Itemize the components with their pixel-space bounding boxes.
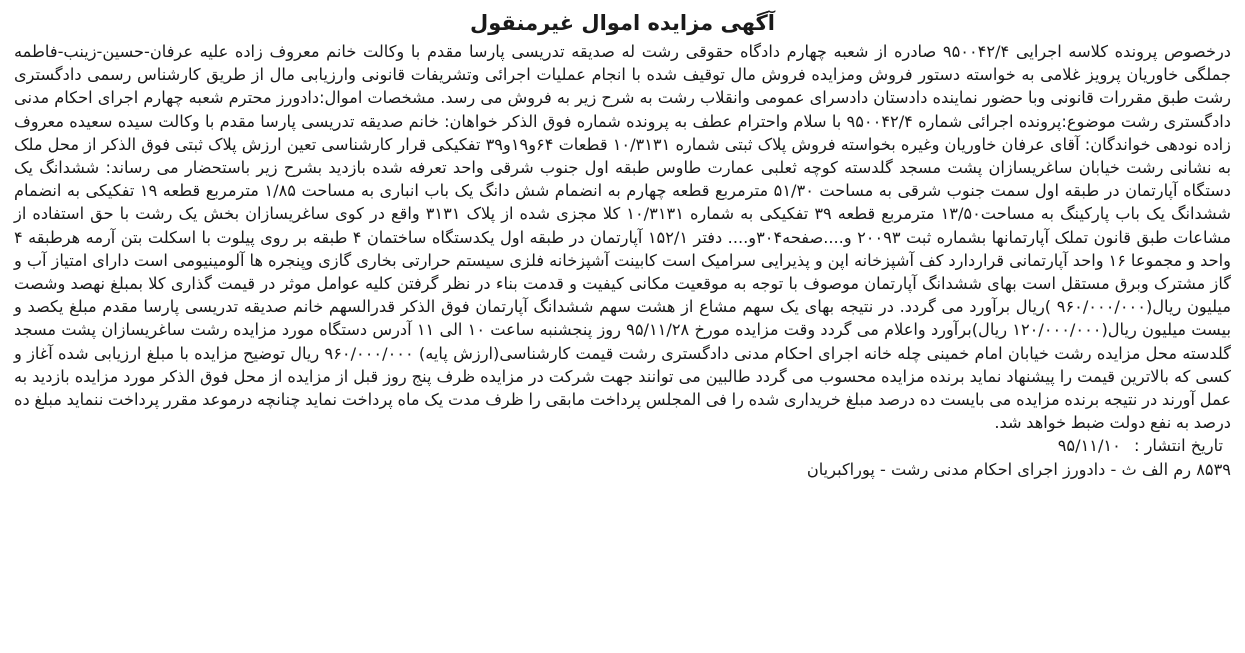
auction-notice	[14, 8, 1231, 648]
notice-title: آگهی مزایده اموال غیرمنقول	[470, 11, 775, 35]
publish-date-line	[14, 434, 1231, 457]
publish-date-label: تاریخ انتشار :	[1133, 436, 1223, 456]
notice-signature: ۸۵۳۹ رم الف ث - دادورز اجرای احکام مدنی رشت - پوراکبریان	[806, 459, 1231, 479]
notice-body: درخصوص پرونده کلاسه اجرایی ۹۵۰۰۴۲/۴ صادره از شعبه چهارم دادگاه حقوقی رشت له صدیقه تدریسی پارسا مقدم با وکالت خانم معروف زاده علیه عرفان-حسین-زینب-فاطمه جملگی خاوریان پرویز غلامی به خواسته دستور فروش ومزایده فروش مال توقیف شده با انجام عملیات اجرائی وتشریفات قانونی وارزیابی مال از طریق کارشناس رسمی دادگستری رشت طبق مقررات قانونی وبا حضور نماینده دادستان دادسرای عمومی وانقلاب رشت به شرح زیر به فروش می رسد. مشخصات اموال:دادورز محترم شعبه چهارم اجرای احکام مدنی دادگستری رشت موضوع:پرونده اجرائی شماره ۹۵۰۰۴۲/۴ با سلام واحترام عطف به پرونده شماره فوق الذکر خواهان: خانم صدیقه تدریسی پارسا مقدم با وکالت سیده سعیده معروف زاده نودهی خواندگان: آقای عرفان خاوریان وغیره بخواسته فروش پلاک ثبتی شماره ۱۰/۳۱۳۱ قطعات ۶۴و۱۹و۳۹ تفکیکی قرار کارشناسی تعین ارزش پلاک ثبتی فوق الذکر از محل ملک به نشانی رشت خیابان ساغریسازان پشت مسجد گلدسته کوچه ثعلبی عمارت طاوس طبقه اول جنوب شرقی واحد تعرفه شده بازدید بشرح زیر باستحضار می رساند: ششدانگ یک دستگاه آپارتمان در طبقه اول سمت جنوب شرقی به مساحت ۵۱/۳۰ مترمربع قطعه چهارم به انضمام شش دانگ یک باب انباری به مساحت ۱/۸۵ مترمربع قطعه ۱۹ تفکیکی به انضمام ششدانگ یک باب پارکینگ به مساحت۱۳/۵۰ مترمربع قطعه ۳۹ تفکیکی به شماره ۱۰/۳۱۳۱ کلا مجزی شده از پلاک ۳۱۳۱ واقع در کوی ساغریسازان بخش یک رشت با حق استفاده از مشاعات طبق قانون تملک آپارتمانها بشماره ثبت ۲۰۰۹۳ و....صفحه۳۰۴و.... دفتر ۱۵۲/۱ آپارتمان در طبقه اول یکدستگاه ساختمان ۴ طبقه بر روی پیلوت با اسکلت بتن آرمه هرطبقه ۴ واحد و مجموعا ۱۶ واحد آپارتمانی قراردارد کف آشپزخانه اپن و پذیرایی سرامیک است کابینت آشپزخانه فلزی سیستم حرارتی بخاری گازی وپنجره ها آلومینیومی است دارای امتیاز آب و گاز مشترک وبرق مستقل است بهای ششدانگ آپارتمان موصوف با توجه به موقعیت مکانی کیفیت و قدمت بناء در نظر گرفتن کلیه عوامل موثر در قیمت گذاری کلا بمبلغ نهصد وشصت میلیون ریال(۹۶۰/۰۰۰/۰۰۰ )ریال برآورد می گردد. در نتیجه بهای یک سهم مشاع از هشت سهم ششدانگ آپارتمان فوق الذکر قدرالسهم خانم صدیقه تدریسی پارسا مقدم مبلغ یکصد و بیست میلیون ریال(۱۲۰/۰۰۰/۰۰۰ ریال)برآورد واعلام می گردد وقت مزایده مورخ ۹۵/۱۱/۲۸ روز پنجشنبه ساعت ۱۰ الی ۱۱ آدرس دستگاه مورد مزایده رشت ساغریسازان پشت مسجد گلدسته محل مزایده رشت خیابان امام خمینی چله خانه اجرای احکام مدنی دادگستری رشت قیمت کارشناسی(ارزش پایه) ۹۶۰/۰۰۰/۰۰۰ ریال توضیح مزایده با مبلغ ارزیابی شده آغاز و کسی که بالاترین قیمت را پیشنهاد نماید برنده مزایده محسوب می گردد طالبین می توانند جهت شرکت در مزایده ظرف پنج روز قبل از مزایده از محل فوق الذکر مورد مزایده بازدید به عمل آورند در نتیجه برنده مزایده می بایست ده درصد مبلغ خریداری شده را فی المجلس پرداخت مابقی را ظرف مدت یک ماه پرداخت نماید چنانچه درموعد مقرر پرداخت ننماید مبلغ ده درصد به نفع دولت ضبط خواهد شد.	[14, 42, 1232, 433]
publish-date-value: ۹۵/۱۱/۱۰	[1057, 436, 1121, 456]
